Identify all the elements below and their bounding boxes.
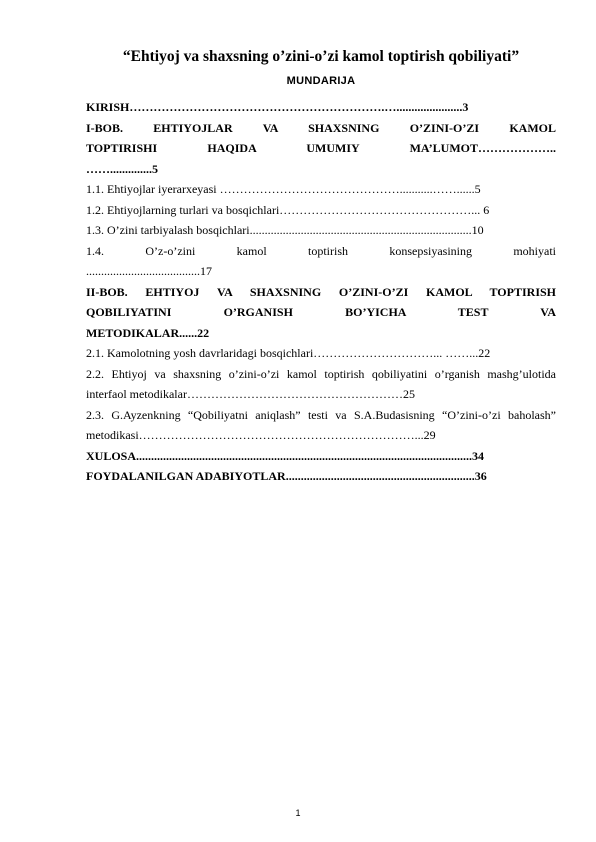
document-page [86, 48, 556, 487]
toc-entry-section-1-3: 1.3. O’zini tarbiyalash bosqichlari..........................................................................10 [86, 223, 484, 237]
toc-entry-kirish: KIRISH……………………………………………………….…......................3 [86, 100, 469, 114]
toc-entry-chapter-2 [86, 282, 556, 344]
toc-entry-section-1-4 [86, 241, 556, 282]
toc-entry-chapter-2-line-1: II-BOB. EHTIYOJ VA SHAXSNING O’ZINI-O’ZI KAMOL TOPTIRISH [86, 284, 556, 299]
toc-entry-chapter-1-line-1: I-BOB. EHTIYOJLAR VA SHAXSNING O’ZINI-O’ZI KAMOL [86, 120, 556, 135]
document-title: “Ehtiyoj va shaxsning o’zini-o’zi kamol toptirish qobiliyati” [122, 48, 520, 65]
toc-entry-section-1-1: 1.1. Ehtiyojlar iyerarxeyasi ………………………………………...........……......5 [86, 182, 481, 196]
toc-entry-xulosa: XULOSA................................................................................................................34 [86, 448, 485, 463]
toc-entry-chapter-2-line-2: QOBILIYATINI O’RGANISH BO’YICHA TEST VA [86, 305, 556, 319]
toc-entry-section-2-3: 2.3. G.Ayzenkning “Qobiliyatni aniqlash” testi va S.A.Budasisning “O’zini-o’zi baholash” metodikasi……………………………………………………………...29 [86, 407, 556, 442]
toc-entry-chapter-1-line-3: ……..............5 [86, 161, 158, 176]
table-of-contents [86, 97, 556, 487]
toc-entry-section-1-2: 1.2. Ehtiyojlarning turlari va bosqichlari…………………………………………... 6 [86, 202, 490, 217]
toc-entry-chapter-1 [86, 118, 556, 180]
page-number: 1 [295, 808, 301, 818]
toc-entry-section-1-4-line-2: ......................................17 [86, 264, 212, 278]
toc-entry-chapter-2-line-3: METODIKALAR......22 [86, 325, 210, 340]
toc-entry-section-1-4-line-1: 1.4. O’z-o’zini kamol toptirish konsepsiyasining mohiyati [86, 243, 556, 258]
toc-entry-adabiyotlar: FOYDALANILGAN ADABIYOTLAR...............................................................36 [86, 469, 487, 483]
toc-entry-section-2-2: 2.2. Ehtiyoj va shaxsning o’zini-o’zi kamol toptirish qobiliyatini o’rganish mashg’ulotida interfaol metodikalar………………………………………………25 [86, 366, 556, 401]
toc-entry-section-2-1: 2.1. Kamolotning yosh davrlaridagi bosqichlari…………………………... ……...22 [86, 346, 491, 360]
toc-heading: MUNDARIJA [286, 75, 356, 87]
toc-entry-chapter-1-line-2: TOPTIRISHI HAQIDA UMUMIY MA’LUMOT……………….. [86, 141, 556, 155]
